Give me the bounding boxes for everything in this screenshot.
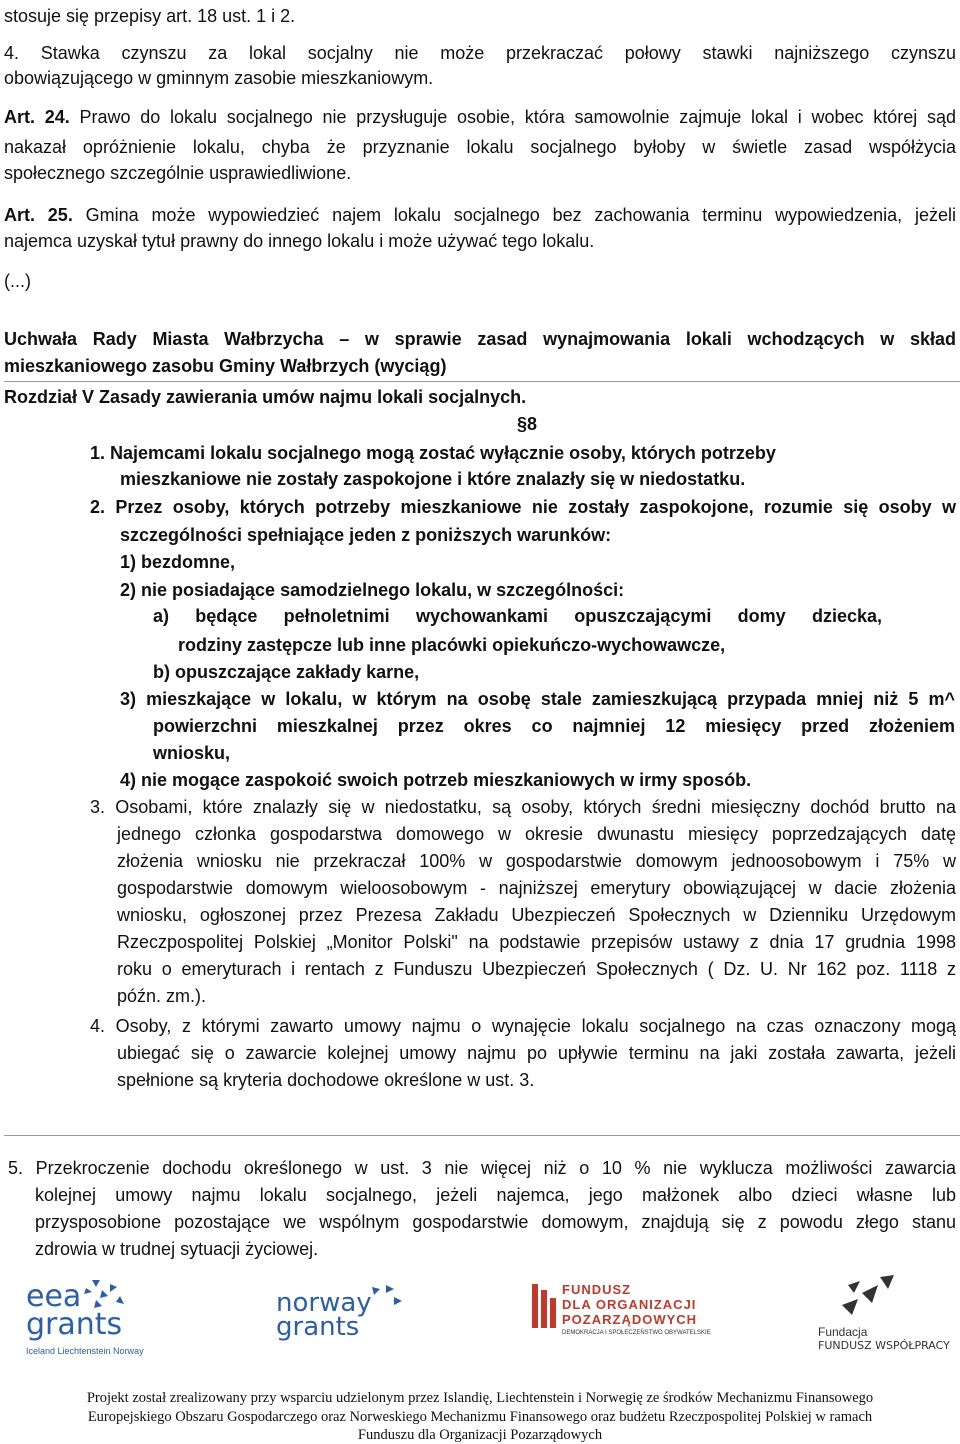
condition-4: 4) nie mogące zaspokoić swoich potrzeb mieszkaniowych w irmy sposób. (120, 770, 752, 790)
clause-3: 3. Osobami, które znalazły się w niedostatku, są osoby, których średni miesięczny dochód brutto na (90, 797, 956, 817)
eea-logo-text: eea (26, 1279, 82, 1314)
norway-emblem-icon (368, 1285, 404, 1313)
condition-2a: a) będące pełnoletnimi wychowankami opuszczającymi domy dziecka, (153, 606, 882, 626)
article-24-line: Art. 24. Prawo do lokalu socjalnego nie przysługuje osobie, która samowolnie zajmuje lokal i wobec której sąd (4, 107, 956, 127)
eea-grants-logo (26, 1278, 176, 1360)
condition-2b: b) opuszczające zakłady karne, (153, 662, 420, 682)
fundusz-logo (530, 1282, 710, 1352)
fundacja-emblem-icon (838, 1275, 898, 1321)
article-24-line: społecznego szczególnie usprawiedliwione. (4, 163, 352, 183)
fundusz-emblem-icon (530, 1282, 558, 1330)
paragraph-5: 5. Przekroczenie dochodu określonego w ust. 3 nie więcej niż o 10 % nie wyklucza możliwości zawarcia (8, 1158, 956, 1178)
clause-4: spełnione są kryteria dochodowe określone w ust. 3. (117, 1070, 535, 1090)
ellipsis: (...) (4, 271, 31, 291)
resolution-title: mieszkaniowego zasobu Gminy Wałbrzych (wyciąg) (4, 356, 447, 376)
article-25-label: Art. 25. (4, 205, 73, 225)
text-line: stosuje się przepisy art. 18 ust. 1 i 2. (4, 6, 296, 26)
paragraph-4-line: obowiązującego w gminnym zasobie mieszkaniowym. (4, 68, 434, 88)
footer-line: Europejskiego Obszaru Gospodarczego oraz Norweskiego Mechanizmu Finansowego oraz budżetu Rzeczpospolitej Polskiej w ramach (87, 1409, 873, 1425)
clause-3: jednego członka gospodarstwa domowego w okresie dwunastu miesięcy poprzedzających datę (117, 824, 956, 844)
paragraph-5: kolejnej umowy najmu lokalu socjalnego, jeżeli najemca, jego małżonek albo dzieci własne lub (35, 1185, 956, 1205)
clause-1: mieszkaniowe nie zostały zaspokojone i które znalazły się w niedostatku. (120, 469, 746, 489)
fundusz-logo-subtitle: DEMOKRACJA I SPOŁECZEŃSTWO OBYWATELSKIE (562, 1330, 711, 1336)
article-25-line: najemca uzyskał tytuł prawny do innego lokalu i może używać tego lokalu. (4, 231, 595, 251)
article-24-label: Art. 24. (4, 107, 70, 127)
clause-4: 4. Osoby, z którymi zawarto umowy najmu o wynajęcie lokalu socjalnego na czas oznaczony mogą (90, 1016, 956, 1036)
section-number: §8 (517, 414, 538, 434)
condition-3: wniosku, (153, 743, 231, 763)
norway-logo-text: norway (276, 1288, 372, 1318)
resolution-title: Uchwała Rady Miasta Wałbrzycha – w sprawie zasad wynajmowania lokali wchodzących w skład (4, 329, 956, 349)
paragraph-5: przysposobione pozostające we wspólnym gospodarstwie domowym, znajdują się z powodu złego stanu (35, 1212, 956, 1232)
paragraph-4-line: 4. Stawka czynszu za lokal socjalny nie może przekraczać połowy stawki najniższego czynszu (4, 43, 956, 63)
condition-2: 2) nie posiadające samodzielnego lokalu, w szczególności: (120, 580, 625, 600)
clause-2: 2. Przez osoby, których potrzeby mieszkaniowe nie zostały zaspokojone, rozumie się osoby w (90, 497, 956, 517)
clause-3: złożenia wniosku nie przekraczał 100% w gospodarstwie domowym jednoosobowym i 75% w (117, 851, 956, 871)
clause-3: późn. zm.). (117, 986, 207, 1006)
clause-3: roku o emeryturach i rentach z Funduszu Ubezpieczeń Społecznych ( Dz. U. Nr 162 poz. 1118 z (117, 959, 956, 979)
footer-line: Funduszu dla Organizacji Pozarządowych (357, 1427, 603, 1443)
fundacja-fundusz-wspolpracy-logo (818, 1275, 950, 1355)
clause-1: 1. Najemcami lokalu socjalnego mogą zostać wyłącznie osoby, których potrzeby (90, 443, 776, 463)
norway-grants-logo (276, 1285, 406, 1345)
paragraph-5: zdrowia w trudnej sytuacji życiowej. (35, 1239, 319, 1259)
condition-3: powierzchni mieszkalnej przez okres co najmniej 12 miesięcy przed złożeniem (153, 716, 955, 736)
condition-1: 1) bezdomne, (120, 552, 236, 572)
eea-logo-text: grants (26, 1307, 123, 1342)
fundusz-logo-text: DLA ORGANIZACJI (562, 1297, 697, 1312)
divider (4, 381, 960, 382)
clause-3: wniosku, ogłoszonej przez Prezesa Zakładu Ubezpieczeń Społecznych w Dzienniku Urzędowym (117, 905, 956, 925)
chapter-heading: Rozdział V Zasady zawierania umów najmu lokali socjalnych. (4, 387, 527, 407)
fundusz-logo-text: FUNDUSZ (562, 1282, 632, 1297)
footer-line: Projekt został zrealizowany przy wsparciu udzielonym przez Islandię, Liechtenstein i Norwegię ze środków Mechanizmu Finansowego (86, 1390, 874, 1406)
fundacja-logo-text: Fundacja (818, 1325, 868, 1339)
clause-3: gospodarstwie domowym wieloosobowym - najniższej emerytury obowiązującej w dacie złożenia (117, 878, 956, 898)
clause-4: ubiegać się o zawarcie kolejnej umowy najmu po upływie terminu na jaki została zawarta, jeżeli (117, 1043, 956, 1063)
divider (4, 1135, 960, 1136)
clause-3: Rzeczpospolitej Polskiej „Monitor Polski" na podstawie przepisów ustawy z dnia 17 grudnia 1998 (117, 932, 956, 952)
clause-2: szczególności spełniające jeden z poniższych warunków: (120, 525, 612, 545)
article-24-line: nakazał opróżnienie lokalu, chyba że przyznanie lokalu socjalnego byłoby w świetle zasad współżycia (4, 137, 956, 157)
eea-logo-subtitle: Iceland Liechtenstein Norway (26, 1346, 144, 1356)
condition-2a: rodziny zastępcze lub inne placówki opiekuńczo-wychowawcze, (178, 635, 726, 655)
fundusz-logo-text: POZARZĄDOWYCH (562, 1312, 698, 1327)
article-25-line: Art. 25. Gmina może wypowiedzieć najem lokalu socjalnego bez zachowania terminu wypowiedzenia, jeżeli (4, 205, 956, 225)
condition-3: 3) mieszkające w lokalu, w którym na osobę stale zamieszkującą przypada mniej niż 5 m^ (120, 689, 955, 709)
norway-logo-text: grants (276, 1312, 360, 1342)
fundacja-logo-text: FUNDUSZ WSPÓŁPRACY (818, 1339, 950, 1352)
